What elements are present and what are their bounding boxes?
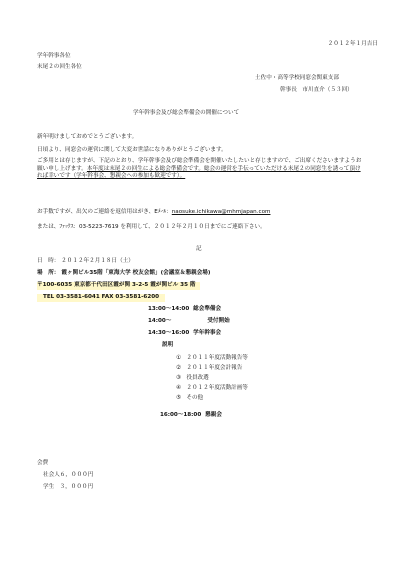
agenda-number: ⑤	[176, 395, 182, 401]
fee-who: 社会人	[43, 472, 60, 478]
paragraph-2	[37, 158, 362, 181]
agenda-item	[176, 395, 248, 405]
schedule-label: 学年幹事会	[193, 330, 222, 336]
agenda-item	[176, 375, 248, 385]
agenda-number: ④	[176, 385, 182, 391]
sender-name: 幹事長 市川直介（５３回）	[280, 87, 353, 93]
paragraph-3-continued: または、ﾌｧｯｸｽ：03-5223-7619 を利用して、２０１２年２月１０日までにご連絡下さい。	[37, 224, 266, 230]
party-label: 懇親会	[205, 412, 222, 418]
venue-address: 〒100-6035 東京都千代田区霞が関 3-2-5 霞が関ビル 35 階	[37, 282, 200, 290]
agenda-text: その他	[186, 395, 204, 401]
schedule-time: 13:00～14:00	[148, 306, 190, 312]
event-place-label: 場 所：	[37, 270, 60, 276]
fee-who: 学生	[43, 484, 55, 490]
agenda-number: ②	[176, 365, 182, 371]
paragraph-3	[37, 209, 362, 217]
fee-amount: ６，０００円	[59, 472, 94, 478]
agenda-text: ２０１１年度会計報告	[186, 365, 243, 371]
schedule-row	[148, 306, 221, 314]
schedule-label: 受付開始	[207, 318, 230, 324]
paragraph-2-underlined: 本年度は末尾２の回生による総会準備会です。総会の運営を手伝っていただける末尾２の同窓生を誘って頂ければ幸いです（学年幹事会、懇親会への参加も歓迎です）。	[37, 165, 361, 180]
recipient-line-2: 末尾２の回生各位	[37, 64, 82, 70]
recipient-line-1: 学年幹事各位	[37, 53, 71, 59]
event-date-label: 日 時：	[37, 258, 60, 264]
event-place-value: 霞ヶ関ビル35階「東海大学 校友会館」(会議室＆懇親会場)	[61, 270, 211, 276]
ki-heading: 記	[196, 246, 202, 252]
schedule-label: 総会準備会	[193, 306, 222, 312]
event-date-value: ２０１２年２月１８日（土）	[61, 258, 134, 264]
party-time: 16:00～18:00	[160, 412, 202, 418]
agenda-item	[176, 355, 248, 365]
sender-organization: 土佐中・高等学校同窓会関東支部	[255, 75, 339, 81]
agenda-item	[176, 385, 248, 395]
venue-phone-fax: TEL 03-3581-6041 FAX 03-3581-6200	[37, 294, 165, 302]
agenda-number: ③	[176, 375, 182, 381]
agenda-number: ①	[176, 355, 182, 361]
paragraph-1: 日頃より、同窓会の運営に関して大変お世話になりありがとうございます。	[37, 147, 227, 153]
schedule-row	[148, 330, 221, 338]
schedule-row	[148, 318, 230, 326]
fee-amount: ３，０００円	[59, 484, 94, 490]
schedule-time: 14:30～16:00	[148, 330, 190, 336]
agenda-text: 役員改選	[186, 375, 209, 381]
fee-row	[43, 472, 93, 480]
contact-email[interactable]: naosuke.ichikawa@mhmjapan.com	[171, 209, 271, 215]
schedule-time: 14:00～	[148, 318, 172, 324]
event-date	[37, 258, 134, 266]
event-place	[37, 270, 210, 278]
fee-label: 会費	[37, 460, 49, 466]
party-row	[160, 412, 222, 420]
explanation-label: 説明	[162, 342, 174, 348]
fee-row	[43, 484, 93, 492]
document-title: 学年幹事会及び総会準備会の開催について	[133, 110, 240, 116]
paragraph-3-text: お手数ですが、出欠のご連絡を返信用はがき、Eﾒｰﾙ：	[37, 209, 172, 215]
agenda-text: ２０１１年度活動報告等	[186, 355, 248, 361]
issue-date: ２０１２年１月吉日	[327, 41, 378, 47]
agenda-item	[176, 365, 248, 375]
greeting: 新年明けましておめでとうございます。	[37, 134, 138, 140]
paragraph-2-text: ご多用とは存じますが、下記のとおり、学年幹事会及び総会準備会を開催いたしたいと存じますので、ご出席くださいますようお願い申し上げます。	[37, 158, 362, 172]
agenda-text: ２０１２年度活動計画等	[186, 385, 248, 391]
agenda-list	[176, 355, 248, 405]
